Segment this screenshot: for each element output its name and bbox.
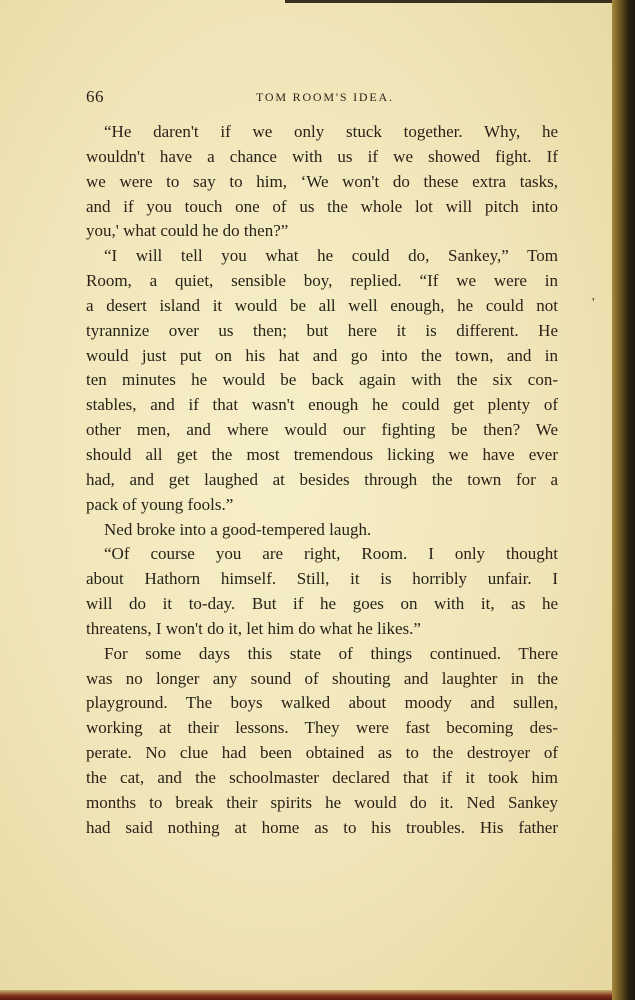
text-line: months to break their spirits he would do it. Ned Sankey xyxy=(86,792,558,812)
text-line: ten minutes he would be back again with the six con- xyxy=(86,370,558,390)
text-line: the cat, and the schoolmaster declared that if it took him xyxy=(86,767,558,787)
text-line: threatens, I won't do it, let him do what he likes.” xyxy=(86,618,421,638)
text-line: about Hathorn himself. Still, it is horribly unfair. I xyxy=(86,569,558,589)
page-header xyxy=(86,87,558,109)
bottom-edge xyxy=(0,990,612,1000)
body-text xyxy=(86,120,558,840)
running-title: TOM ROOM'S IDEA. xyxy=(256,90,394,104)
text-line: Ned broke into a good-tempered laugh. xyxy=(104,519,372,539)
text-line: tyrannize over us then; but here it is different. He xyxy=(86,320,558,340)
text-line: other men, and where would our fighting be then? We xyxy=(86,420,558,440)
text-line: you,' what could he do then?” xyxy=(86,221,289,241)
text-line: “He daren't if we only stuck together. Why, he xyxy=(104,122,558,141)
text-line: was no longer any sound of shouting and laughter in the xyxy=(86,668,558,688)
margin-mark: ' xyxy=(592,296,595,311)
text-line: would just put on his hat and go into the town, and in xyxy=(86,345,558,365)
text-line: “Of course you are right, Room. I only thought xyxy=(104,544,558,564)
text-line: should all get the most tremendous licking we have ever xyxy=(86,444,558,464)
text-line: For some days this state of things continued. There xyxy=(104,643,558,663)
text-line: “I will tell you what he could do, Sankey,” Tom xyxy=(104,246,558,266)
text-line: stables, and if that wasn't enough he could get plenty of xyxy=(86,395,558,415)
text-line: playground. The boys walked about moody and sullen, xyxy=(86,693,558,713)
text-line: perate. No clue had been obtained as to the destroyer of xyxy=(86,743,558,763)
text-line: a desert island it would be all well enough, he could not xyxy=(86,295,558,315)
text-line: pack of young fools.” xyxy=(86,494,234,514)
text-line: we were to say to him, ‘We won't do these extra tasks, xyxy=(86,171,558,191)
text-line: had, and get laughed at besides through the town for a xyxy=(86,469,558,489)
page-number: 66 xyxy=(86,87,104,106)
text-line: had said nothing at home as to his troubles. His father xyxy=(86,817,558,837)
text-line: wouldn't have a chance with us if we showed fight. If xyxy=(86,146,558,166)
text-line: working at their lessons. They were fast becoming des- xyxy=(86,718,558,738)
text-line: Room, a quiet, sensible boy, replied. “If we were in xyxy=(86,271,558,291)
text-line: and if you touch one of us the whole lot will pitch into xyxy=(86,196,558,216)
text-line: will do it to-day. But if he goes on with it, as he xyxy=(86,594,558,614)
top-rule xyxy=(285,0,612,3)
book-binding-edge xyxy=(612,0,635,1000)
